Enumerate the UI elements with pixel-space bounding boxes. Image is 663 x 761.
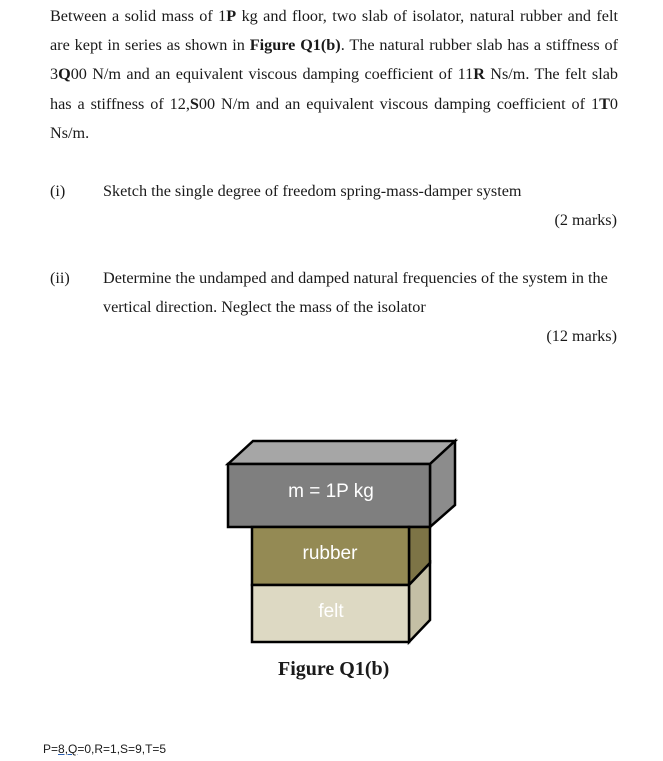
rubber-label: rubber: [302, 543, 358, 564]
mass-label: m = 1P kg: [288, 481, 374, 502]
figure-caption: Figure Q1(b): [278, 658, 390, 680]
problem-statement: Between a solid mass of 1P kg and floor, two slab of isolator, natural rubber and felt are kept in series as shown in Figure Q1(b). The natural rubber slab has a stiffness of 3Q00 N/m and an equivalent viscous damping coefficient of 11R Ns/m. The felt slab has a stiffness of 12,S00 N/m and an equivalent viscous damping coefficient of 1T0 Ns/m.: [50, 7, 618, 142]
variable-values: P=8,Q=0,R=1,S=9,T=5: [43, 742, 167, 756]
question-marks: (2 marks): [554, 211, 617, 229]
mass-top-face: [228, 441, 455, 464]
question-text: Sketch the single degree of freedom spring-mass-damper system: [103, 182, 522, 200]
felt-label: felt: [318, 601, 344, 622]
question-number: (i): [50, 182, 66, 200]
question-text: Determine the undamped and damped natural frequencies of the system in the vertical direction. Neglect the mass of the isolator: [103, 269, 608, 317]
question-number: (ii): [50, 269, 70, 287]
question-marks: (12 marks): [546, 327, 617, 345]
linked-text[interactable]: 8,Q: [58, 742, 78, 756]
